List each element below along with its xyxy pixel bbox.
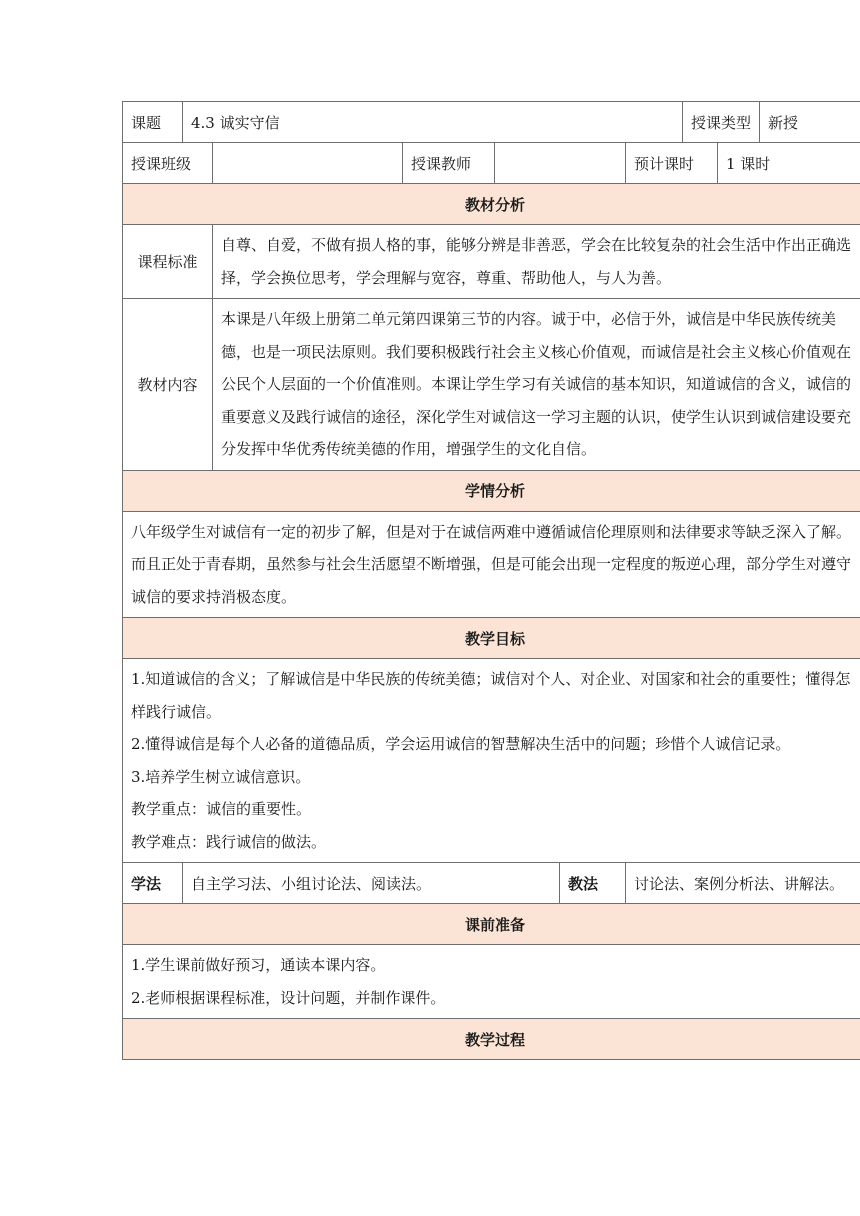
hours-label: 预计课时 [626, 143, 718, 184]
type-label: 授课类型 [683, 102, 760, 143]
goal-item: 2.懂得诚信是每个人必备的道德品质，学会运用诚信的智慧解决生活中的问题；珍惜个人诚信记录。 [131, 735, 791, 753]
section-teaching-goals: 教学目标 [123, 618, 860, 659]
prep-list [123, 945, 860, 1019]
learn-method-value: 自主学习法、小组讨论法、阅读法。 [183, 863, 560, 904]
class-value [213, 143, 403, 184]
curriculum-text: 自尊、自爱，不做有损人格的事，能够分辨是非善恶，学会在比较复杂的社会生活中作出正确选择，学会换位思考，学会理解与宽容，尊重、帮助他人，与人为善。 [213, 225, 860, 299]
student-text: 八年级学生对诚信有一定的初步了解，但是对于在诚信两难中遵循诚信伦理原则和法律要求等缺乏深入了解。而且正处于青春期，虽然参与社会生活愿望不断增强，但是可能会出现一定程度的叛逆心理，部分学生对遵守诚信的要求持消极态度。 [123, 511, 860, 618]
row-methods [123, 863, 860, 904]
class-label: 授课班级 [123, 143, 213, 184]
goal-item: 教学重点：诚信的重要性。 [131, 800, 312, 818]
hours-value: 1 课时 [718, 143, 860, 184]
prep-item: 1.学生课前做好预习，通读本课内容。 [131, 956, 386, 974]
row-curriculum [123, 225, 860, 299]
goal-item: 1.知道诚信的含义；了解诚信是中华民族的传统美德；诚信对个人、对企业、对国家和社会的重要性；懂得怎样践行诚信。 [131, 670, 851, 721]
section-pre-class: 课前准备 [123, 904, 860, 945]
prep-item: 2.老师根据课程标准，设计问题，并制作课件。 [131, 988, 446, 1007]
lesson-value: 4.3 诚实守信 [183, 102, 683, 143]
teach-method-value: 讨论法、案例分析法、讲解法。 [626, 863, 860, 904]
learn-method-label: 学法 [123, 863, 183, 904]
row-class [123, 143, 860, 184]
goals-list [123, 659, 860, 863]
goal-item: 3.培养学生树立诚信意识。 [131, 767, 311, 786]
row-content [123, 299, 860, 471]
section-student-analysis: 学情分析 [123, 470, 860, 511]
content-text: 本课是八年级上册第二单元第四课第三节的内容。诚于中，必信于外，诚信是中华民族传统美德，也是一项民法原则。我们要积极践行社会主义核心价值观，而诚信是社会主义核心价值观在公民个人层面的一个价值准则。本课让学生学习有关诚信的基本知识，知道诚信的含义，诚信的重要意义及践行诚信的途径，深化学生对诚信这一学习主题的认识，使学生认识到诚信建设要充分发挥中华优秀传统美德的作用，增强学生的文化自信。 [213, 299, 860, 471]
curriculum-label: 课程标准 [123, 225, 213, 299]
lesson-label: 课题 [123, 102, 183, 143]
content-label: 教材内容 [123, 299, 213, 471]
teach-method-label: 教法 [560, 863, 626, 904]
teacher-value [495, 143, 626, 184]
type-value: 新授 [760, 102, 860, 143]
section-textbook-analysis: 教材分析 [123, 184, 860, 225]
row-lesson [123, 102, 860, 143]
goal-item: 教学难点：践行诚信的做法。 [131, 832, 327, 851]
lesson-plan-table [122, 101, 860, 1060]
teacher-label: 授课教师 [403, 143, 495, 184]
section-teaching-process: 教学过程 [123, 1019, 860, 1060]
